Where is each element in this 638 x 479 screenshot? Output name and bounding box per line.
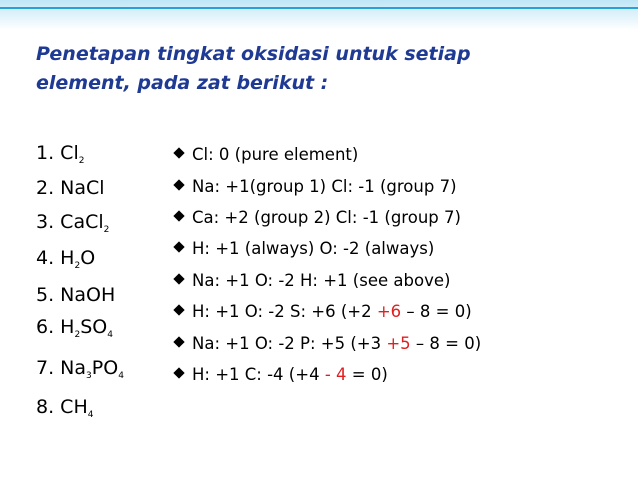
highlight-value: - 4 — [324, 365, 347, 384]
diamond-bullet-icon — [173, 147, 184, 158]
note-text: H: +1 O: -2 S: +6 (+2 — [192, 302, 377, 321]
formula-text: CaCl — [60, 211, 104, 233]
diamond-bullet-icon — [173, 241, 184, 252]
compound-item — [36, 142, 84, 166]
compound-number: 6. — [36, 316, 61, 338]
note-text: – 8 = 0) — [410, 334, 482, 353]
formula-subscript: 4 — [107, 330, 113, 340]
compound-item — [36, 247, 95, 271]
note-text: Cl: 0 (pure element) — [192, 145, 359, 164]
compound-item — [36, 316, 113, 340]
formula-text: O — [80, 247, 96, 269]
compound-item — [36, 211, 109, 235]
formula-text: H — [60, 316, 75, 338]
slide-title — [36, 40, 616, 98]
formula-subscript: 2 — [74, 330, 81, 340]
oxidation-note-row — [175, 365, 388, 384]
oxidation-note-row — [175, 302, 472, 321]
slide-header-band — [0, 0, 638, 30]
compound-item — [36, 396, 93, 420]
note-text: H: +1 C: -4 (+4 — [192, 365, 325, 384]
note-text: Na: +1(group 1) Cl: -1 (group 7) — [192, 177, 457, 196]
compound-item — [36, 177, 105, 199]
compound-number: 4. — [36, 247, 61, 269]
formula-subscript: 4 — [87, 410, 94, 420]
oxidation-note-row — [175, 177, 457, 196]
note-text: Na: +1 O: -2 P: +5 (+3 — [192, 334, 387, 353]
title-line-1: Penetapan tingkat oksidasi untuk setiap — [36, 43, 471, 65]
formula-subscript: 2 — [74, 261, 81, 271]
formula-text: Na — [60, 357, 87, 379]
compound-number: 1. — [36, 142, 61, 164]
formula-text: PO — [91, 357, 119, 379]
compound-number: 5. — [36, 284, 61, 306]
oxidation-note-row — [175, 334, 481, 353]
diamond-bullet-icon — [173, 336, 184, 347]
formula-subscript: 2 — [103, 225, 110, 235]
formula-text: NaOH — [60, 284, 116, 306]
oxidation-note-row — [175, 145, 358, 164]
compound-number: 7. — [36, 357, 61, 379]
compound-item — [36, 357, 124, 381]
diamond-bullet-icon — [173, 273, 184, 284]
formula-subscript: 2 — [78, 156, 85, 166]
highlight-value: +6 — [376, 302, 402, 321]
formula-subscript: 3 — [86, 371, 92, 381]
note-text: Ca: +2 (group 2) Cl: -1 (group 7) — [192, 208, 461, 227]
compound-item — [36, 284, 115, 306]
oxidation-note-row — [175, 271, 450, 290]
diamond-bullet-icon — [173, 367, 184, 378]
note-text: = 0) — [346, 365, 388, 384]
highlight-value: +5 — [386, 334, 411, 353]
diamond-bullet-icon — [173, 304, 184, 315]
compound-number: 3. — [36, 211, 61, 233]
note-text: Na: +1 O: -2 H: +1 (see above) — [192, 271, 451, 290]
compound-number: 2. — [36, 177, 61, 199]
header-divider-line — [0, 7, 638, 9]
title-line-2: element, pada zat berikut : — [36, 72, 329, 94]
formula-text: NaCl — [60, 177, 105, 199]
formula-text: Cl — [60, 142, 79, 164]
compound-number: 8. — [36, 396, 61, 418]
oxidation-note-row — [175, 208, 461, 227]
formula-text: SO — [80, 316, 108, 338]
formula-subscript: 4 — [118, 371, 124, 381]
diamond-bullet-icon — [173, 210, 184, 221]
note-text: – 8 = 0) — [401, 302, 472, 321]
diamond-bullet-icon — [173, 179, 184, 190]
note-text: H: +1 (always) O: -2 (always) — [192, 239, 435, 258]
formula-text: H — [60, 247, 75, 269]
formula-text: CH — [60, 396, 88, 418]
oxidation-note-row — [175, 239, 434, 258]
